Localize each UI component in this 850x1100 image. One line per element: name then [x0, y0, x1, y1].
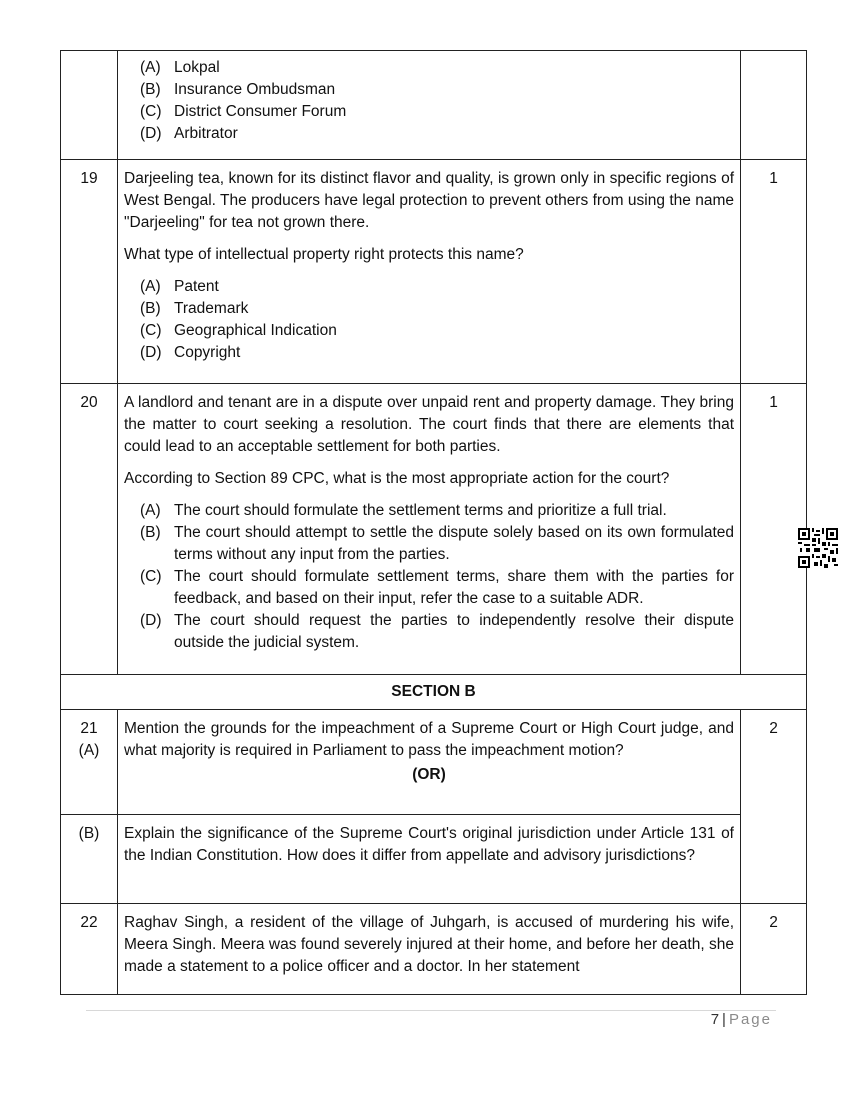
question-content: [118, 384, 741, 675]
question-stem: Darjeeling tea, known for its distinct flavor and quality, is grown only in specific regions of West Bengal. The producers have legal protection to prevent others from using the name "Darjeeling" for tea not grown there.: [124, 170, 734, 231]
question-row-21b: [61, 815, 807, 904]
section-b-row: [61, 675, 807, 710]
question-marks: 2: [741, 710, 807, 904]
option-d: (D) Arbitrator: [140, 125, 238, 142]
page-footer: [711, 1011, 772, 1028]
page-number: 7: [710, 1011, 720, 1028]
question-content: [118, 904, 741, 995]
question-row-21a: [61, 710, 807, 815]
or-label: (OR): [412, 766, 446, 783]
question-text-a: Mention the grounds for the impeachment of a Supreme Court or High Court judge, and what majority is required in Parliament to pass the impeachment motion?: [124, 720, 734, 759]
option-a: (A) Patent: [140, 278, 219, 295]
question-content: [118, 51, 741, 160]
question-number: 22: [61, 904, 118, 995]
option-list: [124, 57, 734, 145]
question-number: [61, 710, 118, 815]
option-c: (C) The court should formulate settlement terms, share them with the parties for feedback, and based on their input, refer the case to a suitable ADR.: [140, 568, 734, 607]
option-a: (A) The court should formulate the settlement terms and prioritize a full trial.: [140, 502, 667, 519]
footer-divider: [86, 1010, 776, 1011]
question-row-20: [61, 384, 807, 675]
option-b: (B) Insurance Ombudsman: [140, 81, 336, 98]
question-prompt: According to Section 89 CPC, what is the most appropriate action for the court?: [124, 470, 670, 487]
subpart-label-a: (A): [78, 742, 100, 759]
question-content: [118, 815, 741, 904]
option-c: (C) Geographical Indication: [140, 322, 337, 339]
question-stem: Raghav Singh, a resident of the village of Juhgarh, is accused of murdering his wife, Meera Singh. Meera was found severely injured at their home, and before her death, she made a statement to a police officer and a doctor. In her statement: [124, 914, 734, 975]
question-number-value: 21: [80, 720, 98, 737]
question-prompt: What type of intellectual property right protects this name?: [124, 246, 524, 263]
section-heading: SECTION B: [61, 675, 807, 710]
option-list: [124, 500, 734, 654]
page-label: Page: [728, 1011, 772, 1028]
question-number: 19: [61, 160, 118, 384]
qr-code-icon: [798, 528, 838, 568]
question-marks: 1: [741, 160, 807, 384]
question-content: [118, 710, 741, 815]
option-list: [124, 276, 734, 364]
option-b: (B) The court should attempt to settle the dispute solely based on its own formulated terms without any input from the parties.: [140, 524, 734, 563]
question-stem: A landlord and tenant are in a dispute over unpaid rent and property damage. They bring the matter to court seeking a resolution. The court finds that there are elements that could lead to an acceptable settlement for both parties.: [124, 394, 734, 455]
option-b: (B) Trademark: [140, 300, 249, 317]
option-c: (C) District Consumer Forum: [140, 103, 347, 120]
subpart-label-b: (B): [61, 815, 118, 904]
question-number: 20: [61, 384, 118, 675]
question-row-22: [61, 904, 807, 995]
option-d: (D) Copyright: [140, 344, 241, 361]
question-row-18-continued: [61, 51, 807, 160]
marks-cell: [741, 51, 807, 160]
question-text-b: Explain the significance of the Supreme Court's original jurisdiction under Article 131 of the Indian Constitution. How does it differ from appellate and advisory jurisdictions?: [124, 825, 734, 864]
question-row-19: [61, 160, 807, 384]
option-d: (D) The court should request the parties to independently resolve their dispute outside the judicial system.: [140, 612, 734, 651]
option-a: (A) Lokpal: [140, 59, 220, 76]
question-number-cell: [61, 51, 118, 160]
question-table: [60, 50, 807, 995]
question-content: [118, 160, 741, 384]
question-marks: 1: [741, 384, 807, 675]
page-separator: |: [722, 1011, 726, 1028]
question-marks: 2: [741, 904, 807, 995]
